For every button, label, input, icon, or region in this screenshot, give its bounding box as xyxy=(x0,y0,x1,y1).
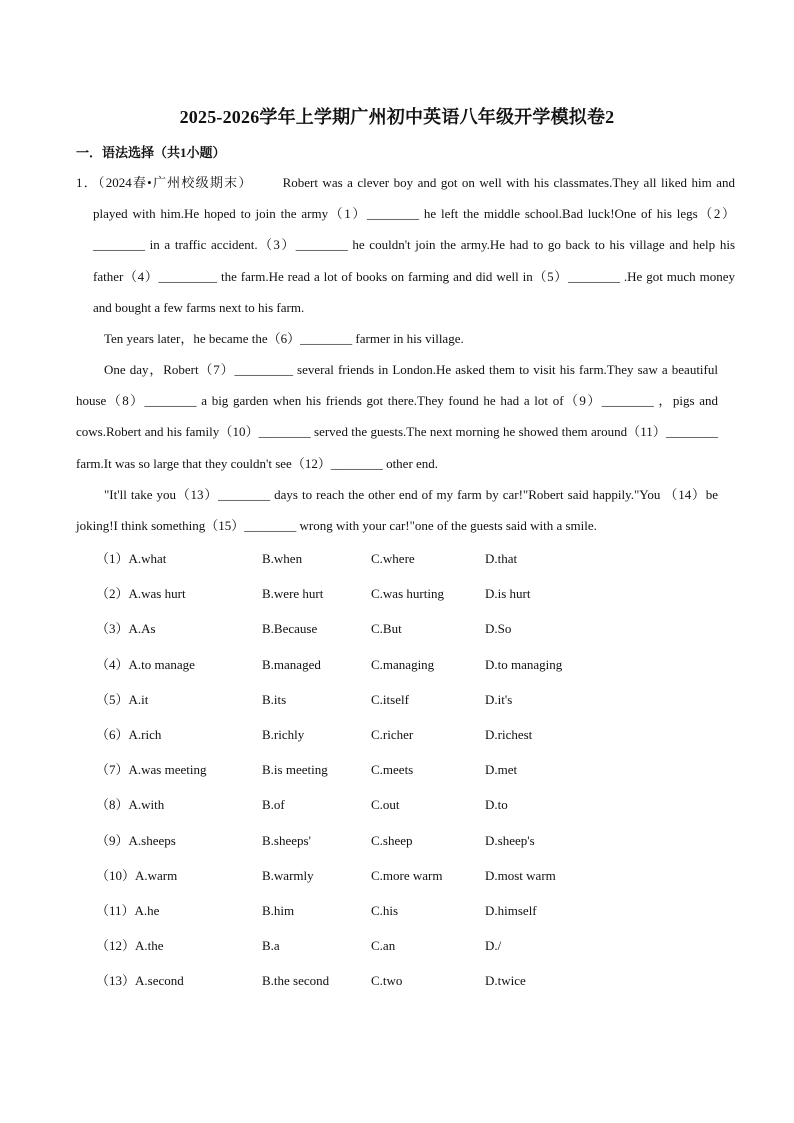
option-number-and-a[interactable] xyxy=(96,826,176,856)
option-number: （3） xyxy=(96,621,129,637)
option-row xyxy=(96,861,736,896)
option-number: （5） xyxy=(96,691,129,707)
option-row xyxy=(96,966,736,1001)
option-row xyxy=(96,790,736,825)
question-number: 1． xyxy=(76,175,98,190)
option-number-and-a[interactable] xyxy=(96,790,164,820)
option-b[interactable]: B.is meeting xyxy=(262,762,328,778)
option-a-label[interactable]: A.sheeps xyxy=(128,832,176,848)
option-a-label[interactable]: A.to manage xyxy=(128,656,195,672)
option-a-label[interactable]: A.warm xyxy=(135,867,178,883)
option-row xyxy=(96,896,736,931)
option-c[interactable]: C.out xyxy=(371,797,400,813)
passage-paragraph-1 xyxy=(76,167,735,323)
option-c[interactable]: C.But xyxy=(371,621,402,637)
option-c[interactable]: C.where xyxy=(371,551,415,566)
option-b[interactable]: B.the second xyxy=(262,973,330,989)
option-row xyxy=(96,931,736,966)
option-a-label[interactable]: A.he xyxy=(134,902,160,918)
option-number-and-a[interactable] xyxy=(96,614,156,644)
option-c[interactable]: C.an xyxy=(371,938,396,954)
option-number-and-a[interactable] xyxy=(96,685,148,715)
option-row xyxy=(96,755,736,790)
option-c[interactable]: C.sheep xyxy=(371,832,413,848)
paragraph-text: Robert was a clever boy and got on well with his classmates.They all liked him and played with him.He hoped to join the army（1）________ he left the middle school.Bad luck!One of his legs（2）________ in a traffic accident.（3）________ he couldn't join the army.He had to go back to his village and help his father（4）_________ the farm.He read a lot of books on farming and did well in（5）________ .He got much money and bought a few farms next to his farm. xyxy=(93,175,735,315)
option-a-label[interactable]: A.was hurt xyxy=(128,586,186,602)
option-c[interactable]: C.was hurting xyxy=(371,586,444,602)
option-row xyxy=(96,650,736,685)
option-row xyxy=(96,720,736,755)
option-a-label[interactable]: A.second xyxy=(135,973,184,989)
options-list xyxy=(96,544,736,1001)
option-b[interactable]: B.a xyxy=(262,938,280,954)
option-d[interactable]: D.it's xyxy=(485,691,513,707)
option-row xyxy=(96,544,736,579)
option-c[interactable]: C.managing xyxy=(371,656,435,672)
option-d[interactable]: D.most warm xyxy=(485,867,556,883)
option-number: （9） xyxy=(96,832,129,848)
option-number-and-a[interactable] xyxy=(96,579,186,609)
option-number-and-a[interactable] xyxy=(96,861,177,891)
option-b[interactable]: B.richly xyxy=(262,726,305,742)
option-number: （2） xyxy=(96,586,129,602)
option-b[interactable]: B.warmly xyxy=(262,867,314,883)
option-a-label[interactable]: A.was meeting xyxy=(128,762,207,778)
option-d[interactable]: D.to managing xyxy=(485,656,563,672)
option-d[interactable]: D.sheep's xyxy=(485,832,535,848)
option-a-label[interactable]: A.As xyxy=(128,621,156,637)
option-number-and-a[interactable] xyxy=(96,896,159,926)
option-b[interactable]: B.sheeps' xyxy=(262,832,311,848)
question-source: （2024春•广州校级期末） xyxy=(97,175,253,190)
passage-paragraph-4: "It'll take you（13）________ days to reach the other end of my farm by car!"Robert said happily."You （14）be joking!I think something（15）________ wrong with your car!"one of the guests said with a smile. xyxy=(76,487,718,534)
option-number-and-a[interactable] xyxy=(96,650,195,680)
option-c[interactable]: C.meets xyxy=(371,762,414,778)
option-a-label[interactable]: A.it xyxy=(128,691,149,707)
option-a-label[interactable]: A.the xyxy=(135,938,164,954)
option-number-and-a[interactable] xyxy=(96,966,184,996)
option-number: （6） xyxy=(96,726,129,742)
option-d[interactable]: D.that xyxy=(485,551,518,566)
option-c[interactable]: C.his xyxy=(371,902,399,918)
option-c[interactable]: C.two xyxy=(371,973,403,989)
option-d[interactable]: D.So xyxy=(485,621,512,637)
option-number-and-a[interactable] xyxy=(96,544,166,574)
option-a-label[interactable]: A.rich xyxy=(128,726,162,742)
option-number: （7） xyxy=(96,762,129,778)
option-d[interactable]: D.met xyxy=(485,762,518,778)
passage-paragraph-3: One day，Robert（7）_________ several friends in London.He asked them to visit his farm.They saw a beautiful house（8）________ a big garden when his friends got there.They found he had a lot of（9）________ ，pigs and cows.Robert and his family（10）________ served the guests.The next morning he showed them around（11）________ farm.It was so large that they couldn't see（12）________ other end. xyxy=(76,362,718,471)
option-b[interactable]: B.were hurt xyxy=(262,586,324,602)
option-a-label[interactable]: A.what xyxy=(128,551,167,566)
option-number-and-a[interactable] xyxy=(96,931,164,961)
option-number: （11） xyxy=(96,902,135,918)
option-b[interactable]: B.managed xyxy=(262,656,321,672)
passage-paragraph-2: Ten years later，he became the（6）________ farmer in his village. xyxy=(104,331,464,346)
option-d[interactable]: D.himself xyxy=(485,902,537,918)
option-row xyxy=(96,614,736,649)
page-title: 2025-2026学年上学期广州初中英语八年级开学模拟卷2 xyxy=(179,107,615,127)
option-d[interactable]: D.richest xyxy=(485,726,533,742)
option-d[interactable]: D.twice xyxy=(485,973,526,989)
option-number: （12） xyxy=(96,938,136,954)
option-b[interactable]: B.Because xyxy=(262,621,318,637)
option-row xyxy=(96,826,736,861)
option-number: （13） xyxy=(96,973,136,989)
option-number: （8） xyxy=(96,797,129,813)
option-number: （10） xyxy=(96,867,136,883)
option-b[interactable]: B.its xyxy=(262,691,287,707)
option-b[interactable]: B.him xyxy=(262,902,295,918)
option-number: （1） xyxy=(96,551,129,566)
option-d[interactable]: D.to xyxy=(485,797,508,813)
option-c[interactable]: C.richer xyxy=(371,726,414,742)
option-row xyxy=(96,685,736,720)
option-number-and-a[interactable] xyxy=(96,720,161,750)
option-row xyxy=(96,579,736,614)
option-d[interactable]: D./ xyxy=(485,938,502,954)
option-a-label[interactable]: A.with xyxy=(128,797,165,813)
option-number-and-a[interactable] xyxy=(96,755,207,785)
option-number: （4） xyxy=(96,656,129,672)
option-d[interactable]: D.is hurt xyxy=(485,586,531,602)
option-b[interactable]: B.when xyxy=(262,551,303,566)
option-c[interactable]: C.itself xyxy=(371,691,409,707)
option-b[interactable]: B.of xyxy=(262,797,285,813)
option-c[interactable]: C.more warm xyxy=(371,867,443,883)
section-heading: 一．语法选择（共1小题） xyxy=(76,145,226,160)
